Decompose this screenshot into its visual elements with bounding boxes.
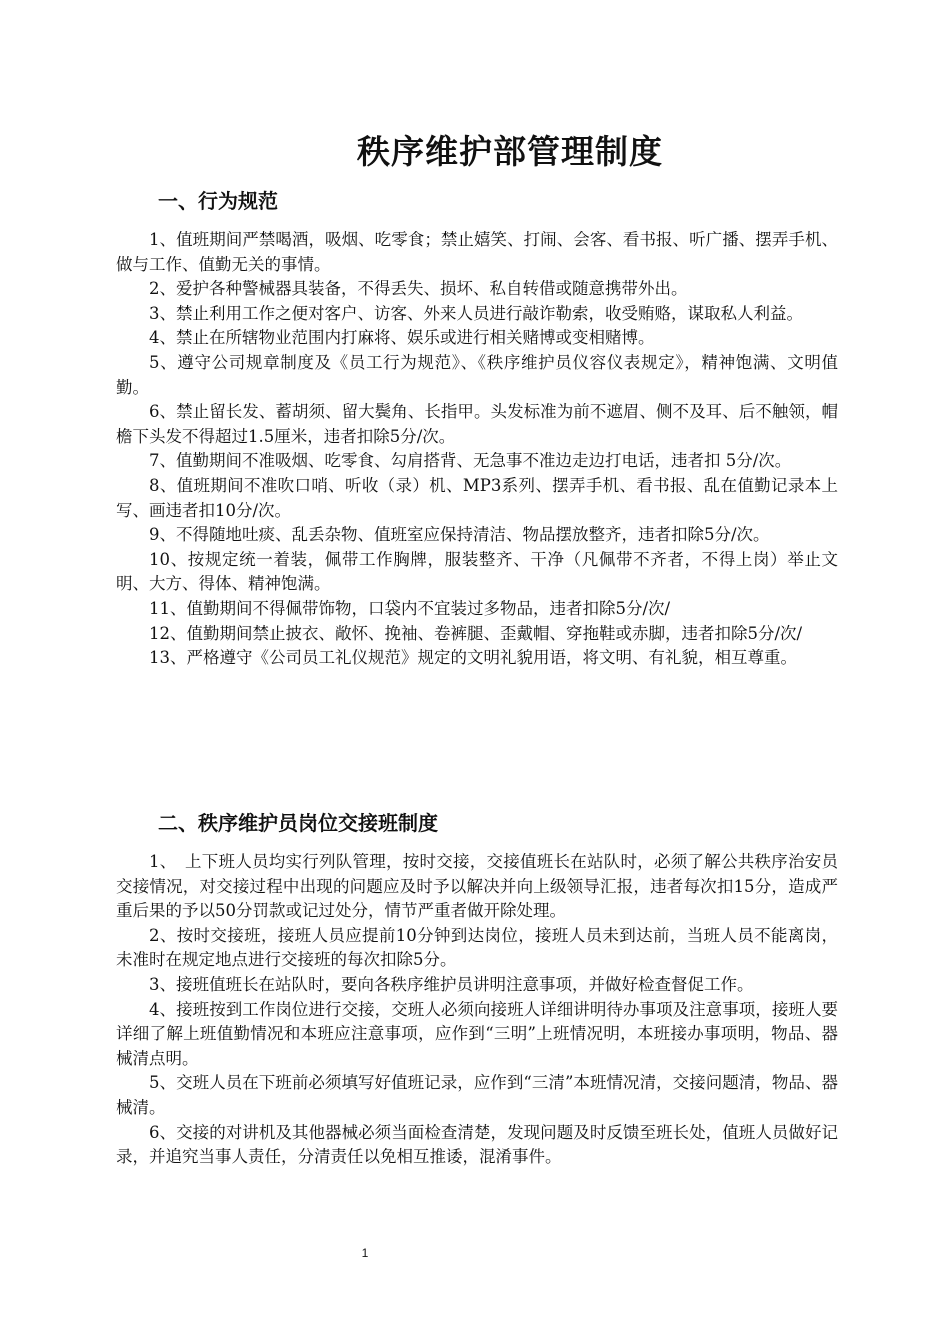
paragraph: 1、 上下班人员均实行列队管理，按时交接，交接值班长在站队时，必须了解公共秩序治安员交接情况，对交接过程中出现的问题应及时予以解决并向上级领导汇报，违者每次扣15分，造成严重后果的予以50分罚款或记过处分，情节严重者做开除处理。	[116, 852, 838, 921]
paragraph: 11、值勤期间不得佩带饰物，口袋内不宜装过多物品，违者扣除5分/次/	[149, 598, 671, 618]
paragraph: 6、交接的对讲机及其他器械必须当面检查清楚，发现问题及时反馈至班长处，值班人员做好记录，并追究当事人责任，分清责任以免相互推诿，混淆事件。	[116, 1122, 838, 1167]
paragraph: 2、爱护各种警械器具装备，不得丢失、损坏、私自转借或随意携带外出。	[149, 279, 688, 299]
paragraph: 7、值勤期间不准吸烟、吃零食、勾肩搭背、无急事不准边走边打电话，违者扣 5分/次。	[149, 451, 792, 471]
paragraph: 12、值勤期间禁止披衣、敞怀、挽袖、卷裤腿、歪戴帽、穿拖鞋或赤脚，违者扣除5分/次/	[149, 623, 803, 643]
paragraph: 1、值班期间严禁喝酒，吸烟、吃零食；禁止嬉笑、打闹、会客、看书报、听广播、摆弄手机、做与工作、值勤无关的事情。	[116, 230, 838, 274]
paragraph: 5、交班人员在下班前必须填写好值班记录，应作到“三清”本班情况清，交接问题清，物品、器械清。	[116, 1073, 838, 1117]
section-heading-conduct: 一、行为规范	[158, 189, 278, 213]
paragraph: 6、禁止留长发、蓄胡须、留大鬓角、长指甲。头发标准为前不遮眉、侧不及耳、后不触领，帽檐下头发不得超过1.5厘米，违者扣除5分/次。	[116, 402, 838, 446]
paragraph: 4、接班按到工作岗位进行交接，交班人必须向接班人详细讲明待办事项及注意事项，接班人要详细了解上班值勤情况和本班应注意事项，应作到“三明”上班情况明，本班接办事项明，物品、器械清点明。	[116, 999, 838, 1068]
paragraph: 9、不得随地吐痰、乱丢杂物、值班室应保持清洁、物品摆放整齐，违者扣除5分/次。	[149, 525, 770, 545]
section-heading-shift-handover: 二、秩序维护员岗位交接班制度	[158, 811, 438, 835]
document-title: 秩序维护部管理制度	[357, 132, 663, 171]
section-shift-handover-body	[116, 850, 838, 1170]
paragraph: 4、禁止在所辖物业范围内打麻将、娱乐或进行相关赌博或变相赌博。	[149, 328, 655, 348]
page-number: 1	[361, 1246, 369, 1260]
paragraph: 3、禁止利用工作之便对客户、访客、外来人员进行敲诈勒索，收受贿赂，谋取私人利益。	[149, 303, 803, 323]
paragraph: 5、遵守公司规章制度及《员工行为规范》、《秩序维护员仪容仪表规定》，精神饱满、文明值勤。	[116, 352, 838, 397]
paragraph: 3、接班值班长在站队时，要向各秩序维护员讲明注意事项，并做好检查督促工作。	[149, 974, 754, 994]
paragraph: 13、严格遵守《公司员工礼仪规范》规定的文明礼貌用语，将文明、有礼貌，相互尊重。	[149, 648, 797, 668]
paragraph: 8、值班期间不准吹口哨、听收（录）机、MP3系列、摆弄手机、看书报、乱在值勤记录本上写、画违者扣10分/次。	[116, 475, 838, 520]
paragraph: 2、按时交接班，接班人员应提前10分钟到达岗位，接班人员未到达前，当班人员不能离岗，未准时在规定地点进行交接班的每次扣除5分。	[116, 925, 838, 970]
paragraph: 10、按规定统一着装，佩带工作胸牌，服装整齐、干净（凡佩带不齐者，不得上岗）举止文明、大方、得体、精神饱满。	[116, 549, 838, 594]
section-conduct-body	[116, 228, 838, 671]
